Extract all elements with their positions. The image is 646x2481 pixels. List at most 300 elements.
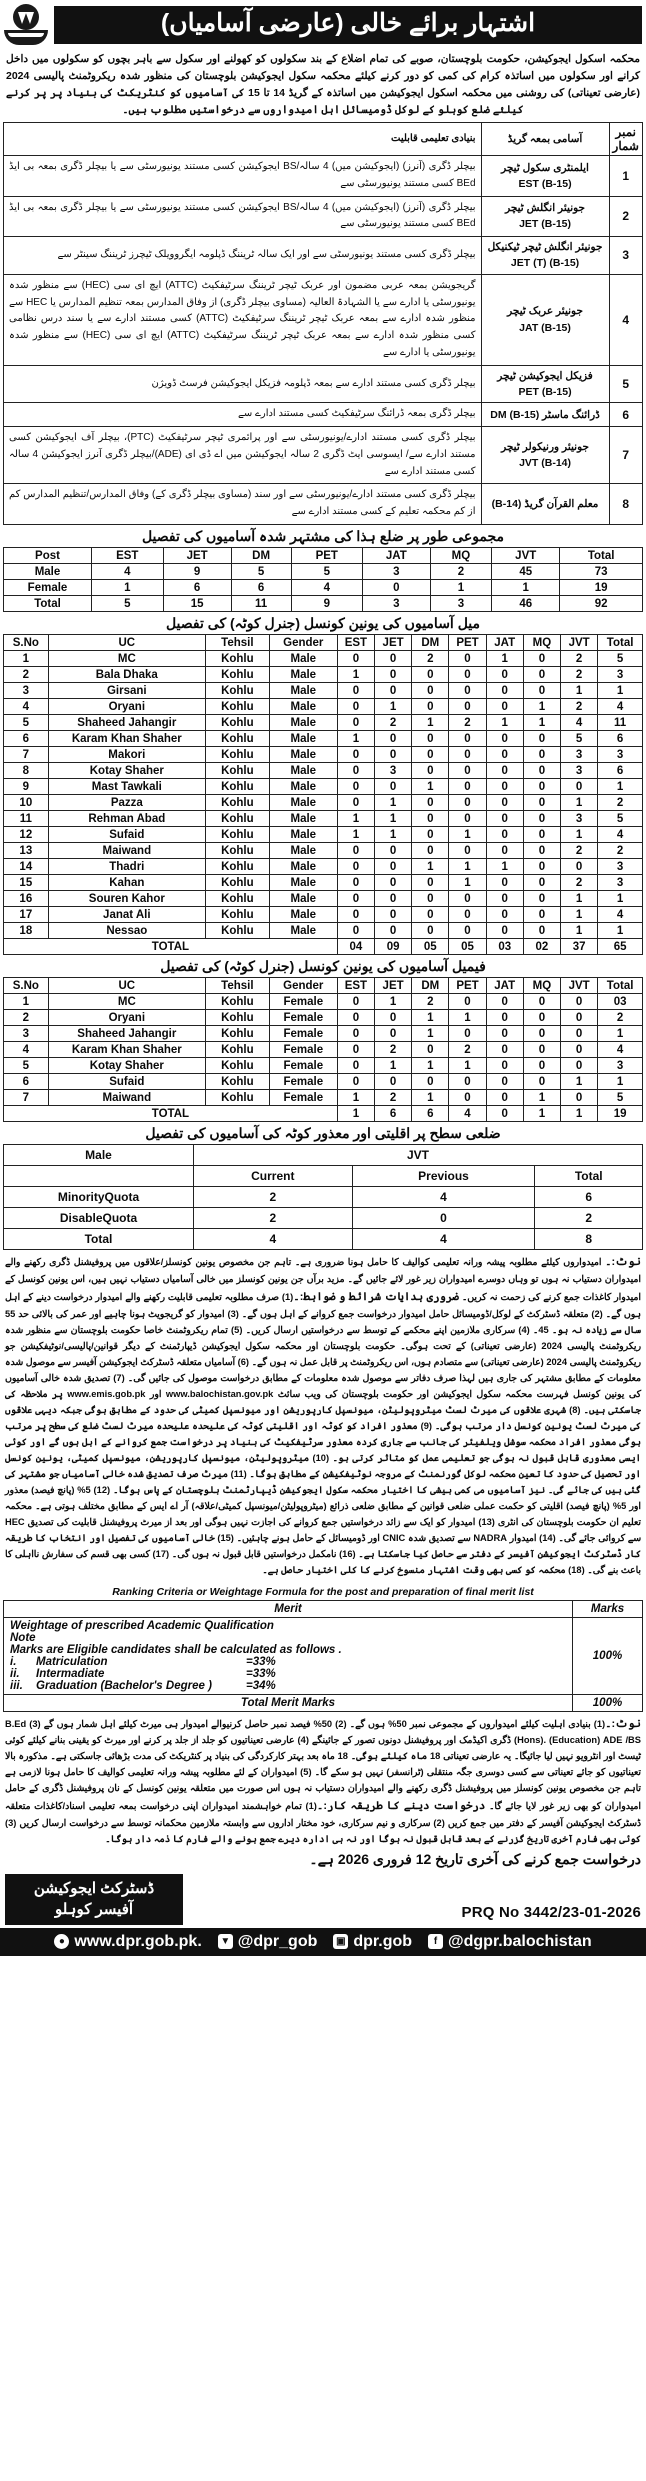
- cell-jat: 0: [486, 747, 523, 763]
- bottom-notes-section: [0, 1712, 646, 1850]
- total-jvt: 37: [561, 939, 598, 955]
- cell-mq: 0: [523, 667, 560, 683]
- col-jet: JET: [375, 978, 412, 994]
- total-dm: 6: [412, 1106, 449, 1122]
- cell-jat: 0: [486, 875, 523, 891]
- cell-pet: 0: [449, 683, 486, 699]
- total-label: TOTAL: [4, 939, 338, 955]
- cell-tehsil: Kohlu: [205, 763, 269, 779]
- cell-dm: 0: [412, 907, 449, 923]
- summary-table: [3, 547, 643, 612]
- cell-qualification: بیچلر ڈگری (آنرز) (ایجوکیشن میں) 4 سالہ/BS ایجوکیشن کسی مستند یونیورسٹی سے یا بیچلر ڈگری بمعہ بی ایڈ BEd کسی مستند یونیورسٹی سے: [4, 156, 482, 197]
- cell-sno: 1: [4, 994, 49, 1010]
- cell-sno: 5: [4, 715, 49, 731]
- cell-jvt: 1: [561, 891, 598, 907]
- cell-jet: 0: [375, 1010, 412, 1026]
- total-jvt: 1: [561, 1106, 598, 1122]
- footer-link-label: @dpr_gob: [237, 1932, 318, 1950]
- cell-tehsil: Kohlu: [205, 859, 269, 875]
- cell-total: 6: [598, 763, 643, 779]
- cell-est: 4: [92, 564, 164, 580]
- cell-est: 0: [337, 683, 374, 699]
- col-tehsil: Tehsil: [205, 978, 269, 994]
- cell-est: 0: [337, 763, 374, 779]
- cell-dm: 0: [412, 731, 449, 747]
- cell-gender: Male: [269, 923, 337, 939]
- cell-jvt: 0: [561, 1058, 598, 1074]
- footer-link-website[interactable]: [54, 1933, 201, 1951]
- cell-sno: 7: [609, 427, 642, 484]
- cell-tehsil: Kohlu: [205, 731, 269, 747]
- item-value: =33%: [246, 1655, 276, 1668]
- cell-pet: 0: [449, 667, 486, 683]
- col-previous: Previous: [352, 1166, 535, 1187]
- post-name-urdu: جونیئر ورنیکولر ٹیچر: [501, 440, 589, 453]
- cell-dm: 0: [412, 667, 449, 683]
- cell-sno: 11: [4, 811, 49, 827]
- cell-sno: 17: [4, 907, 49, 923]
- table-row: [4, 1694, 643, 1711]
- cell-tehsil: Kohlu: [205, 891, 269, 907]
- quota-gender-label: Male: [4, 1145, 194, 1166]
- table-row: [4, 731, 643, 747]
- cell-jvt: 4: [561, 715, 598, 731]
- cell-post: [481, 237, 609, 275]
- cell-uc: Sufaid: [48, 1074, 205, 1090]
- cell-est: 5: [92, 596, 164, 612]
- weightage-marks: 100%: [573, 1617, 643, 1694]
- page-title: اشتہار برائے خالی (عارضی آسامیاں): [54, 6, 642, 44]
- cell-pet: 0: [449, 1090, 486, 1106]
- cell-qualification: بیچلر ڈگری کسی مستند ادارے سے بمعہ ڈپلومہ فزیکل ایجوکیشن فرسٹ ڈویژن: [4, 365, 482, 403]
- cell-sno: 9: [4, 779, 49, 795]
- cell-pet: 1: [449, 875, 486, 891]
- col-est: EST: [92, 548, 164, 564]
- cell-tehsil: Kohlu: [205, 779, 269, 795]
- cell-jet: 1: [375, 827, 412, 843]
- cell-dm: 0: [412, 1074, 449, 1090]
- table-row: [4, 564, 643, 580]
- qualification-table-body: [4, 156, 643, 525]
- total-est: 1: [337, 1106, 374, 1122]
- cell-gender: Female: [269, 994, 337, 1010]
- cell-pet: 0: [449, 747, 486, 763]
- cell-sno: 7: [4, 747, 49, 763]
- cell-uc: Oryani: [48, 1010, 205, 1026]
- cell-mq: 2: [430, 564, 491, 580]
- cell-jat: 0: [486, 994, 523, 1010]
- cell-uc: Makori: [48, 747, 205, 763]
- cell-jat: 0: [486, 699, 523, 715]
- cell-tehsil: Kohlu: [205, 715, 269, 731]
- col-jet: JET: [163, 548, 231, 564]
- cell-gender: Male: [269, 827, 337, 843]
- post-name-urdu: جونیئر انگلش ٹیچر ٹیکنیکل: [487, 241, 603, 254]
- col-sno: S.No: [4, 635, 49, 651]
- cell-tehsil: Kohlu: [205, 923, 269, 939]
- cell-jet: 0: [375, 1026, 412, 1042]
- cell-sno: 16: [4, 891, 49, 907]
- table-row: [4, 1617, 643, 1694]
- item-number: i.: [10, 1655, 17, 1668]
- post-code: JVT (B-14): [519, 457, 572, 470]
- cell-uc: MC: [48, 994, 205, 1010]
- col-mq: MQ: [523, 635, 560, 651]
- cell-uc: Thadri: [48, 859, 205, 875]
- cell-jet: 2: [375, 715, 412, 731]
- table-header-row: [4, 635, 643, 651]
- cell-uc: Souren Kahor: [48, 891, 205, 907]
- total-grand: 19: [598, 1106, 643, 1122]
- col-pet: PET: [291, 548, 363, 564]
- total-merit-marks: 100%: [573, 1694, 643, 1711]
- conditions-label: ضروری ہدایات شرائط و ضوابط:۔: [293, 1290, 459, 1303]
- cell-pet: 1: [449, 859, 486, 875]
- footer-link-label: www.dpr.gob.pk.: [74, 1932, 202, 1950]
- cell-total: 5: [598, 811, 643, 827]
- cell-jvt: 3: [561, 763, 598, 779]
- cell-uc: Kotay Shaher: [48, 763, 205, 779]
- cell-total: 3: [598, 1058, 643, 1074]
- cell-jvt: 1: [561, 1074, 598, 1090]
- cell-jet: 0: [375, 843, 412, 859]
- cell-uc: Maiwand: [48, 1090, 205, 1106]
- cell-pet: 1: [449, 1010, 486, 1026]
- table-header-row: [4, 1145, 643, 1166]
- table-row: [4, 923, 643, 939]
- cell-jat: 0: [486, 827, 523, 843]
- cell-tehsil: Kohlu: [205, 875, 269, 891]
- cell-sno: 2: [609, 196, 642, 237]
- cell-tehsil: Kohlu: [205, 1074, 269, 1090]
- list-item: [10, 1656, 566, 1668]
- total-label: TOTAL: [4, 1106, 338, 1122]
- list-item: [10, 1668, 566, 1680]
- table-row: [4, 795, 643, 811]
- cell-tehsil: Kohlu: [205, 651, 269, 667]
- cell-est: 0: [337, 651, 374, 667]
- table-row: [4, 875, 643, 891]
- col-jvt: JVT: [492, 548, 560, 564]
- table-row: [4, 1026, 643, 1042]
- table-row: [4, 274, 643, 365]
- cell-jat: 0: [486, 763, 523, 779]
- col-jet: JET: [375, 635, 412, 651]
- row-label: MinorityQuota: [4, 1187, 194, 1208]
- cell-jet: 0: [375, 683, 412, 699]
- col-uc: UC: [48, 978, 205, 994]
- cell-mq: 0: [523, 1026, 560, 1042]
- table-header-row: [4, 1166, 643, 1187]
- cell-dm: 0: [412, 843, 449, 859]
- col-total: Total: [598, 635, 643, 651]
- cell-jet: 2: [375, 1090, 412, 1106]
- merit-table-body: [4, 1600, 643, 1711]
- cell-sno: 5: [4, 1058, 49, 1074]
- cell-tehsil: Kohlu: [205, 827, 269, 843]
- signature-line-1: ڈسٹرکٹ ایجوکیشن: [33, 1880, 155, 1898]
- total-pet: 4: [449, 1106, 486, 1122]
- cell-dm: 1: [412, 1026, 449, 1042]
- col-qualification: بنیادی تعلیمی قابلیت: [4, 123, 482, 156]
- post-name-urdu: ڈرائنگ ماسٹر: [542, 408, 600, 421]
- cell-tehsil: Kohlu: [205, 994, 269, 1010]
- cell-jet: 0: [375, 859, 412, 875]
- item-number: iii.: [10, 1679, 23, 1692]
- twitter-icon: ▼: [218, 1934, 233, 1949]
- cell-est: 0: [337, 1042, 374, 1058]
- cell-gender: Female: [269, 1058, 337, 1074]
- cell-mq: 0: [523, 1042, 560, 1058]
- cell-current: 4: [194, 1229, 353, 1250]
- cell-total: 03: [598, 994, 643, 1010]
- cell-mq: 0: [523, 859, 560, 875]
- cell-current: 2: [194, 1208, 353, 1229]
- cell-est: 1: [337, 1090, 374, 1106]
- cell-pet: 9: [291, 596, 363, 612]
- cell-jvt: 0: [561, 1026, 598, 1042]
- cell-sno: 4: [609, 274, 642, 365]
- cell-pet: 0: [449, 994, 486, 1010]
- item-name: Matriculation: [36, 1655, 108, 1668]
- cell-est: 0: [337, 699, 374, 715]
- total-est: 04: [337, 939, 374, 955]
- col-jat: JAT: [486, 978, 523, 994]
- cell-pet: 2: [449, 715, 486, 731]
- cell-total: 6: [598, 731, 643, 747]
- quota-table-body: [4, 1145, 643, 1250]
- merit-note-text: Marks are Eligible candidates shall be calculated as follows .: [10, 1643, 342, 1656]
- cell-est: 1: [337, 731, 374, 747]
- cell-mq: 0: [523, 907, 560, 923]
- cell-jvt: 1: [561, 795, 598, 811]
- cell-tehsil: Kohlu: [205, 907, 269, 923]
- table-row: [4, 237, 643, 275]
- cell-jvt: 0: [561, 859, 598, 875]
- cell-mq: 1: [430, 580, 491, 596]
- weightage-label: Weightage of prescribed Academic Qualification: [10, 1619, 274, 1632]
- cell-est: 0: [337, 1026, 374, 1042]
- table-row: [4, 715, 643, 731]
- cell-sno: 6: [609, 403, 642, 427]
- cell-uc: Kotay Shaher: [48, 1058, 205, 1074]
- cell-pet: 0: [449, 763, 486, 779]
- cell-sno: 4: [4, 1042, 49, 1058]
- footer-link-instagram[interactable]: [333, 1933, 412, 1951]
- post-name-urdu: فزیکل ایجوکیشن ٹیچر: [497, 369, 593, 382]
- cell-pet: 0: [449, 1074, 486, 1090]
- balochistan-government-emblem-icon: [4, 3, 48, 47]
- cell-total: 4: [598, 827, 643, 843]
- cell-jat: 0: [486, 1058, 523, 1074]
- quota-post-label: JVT: [194, 1145, 643, 1166]
- cell-jet: 0: [375, 747, 412, 763]
- cell-est: 1: [337, 667, 374, 683]
- cell-dm: 2: [412, 651, 449, 667]
- note-label: نوٹ:۔: [605, 1256, 641, 1269]
- cell-jat: 0: [363, 580, 431, 596]
- cell-gender: Male: [269, 731, 337, 747]
- cell-gender: Male: [269, 875, 337, 891]
- table-row: [4, 1042, 643, 1058]
- cell-mq: 1: [523, 699, 560, 715]
- table-row: [4, 811, 643, 827]
- footer-link-label: dpr.gob: [353, 1932, 413, 1950]
- cell-uc: Janat Ali: [48, 907, 205, 923]
- cell-gender: Male: [269, 843, 337, 859]
- cell-jet: 1: [375, 1058, 412, 1074]
- cell-total: 3: [598, 747, 643, 763]
- footer-link-twitter[interactable]: [218, 1933, 318, 1951]
- cell-dm: 1: [412, 1090, 449, 1106]
- cell-est: 0: [337, 907, 374, 923]
- cell-post: [481, 484, 609, 525]
- quota-table: [3, 1144, 643, 1250]
- col-merit: Merit: [4, 1600, 573, 1617]
- cell-sno: 2: [4, 667, 49, 683]
- cell-jat: 0: [486, 1090, 523, 1106]
- cell-mq: 0: [523, 683, 560, 699]
- cell-jvt: 0: [561, 1042, 598, 1058]
- merit-breakdown-list: [10, 1656, 566, 1692]
- cell-dm: 1: [412, 715, 449, 731]
- cell-gender: Male: [269, 651, 337, 667]
- cell-mq: 0: [523, 923, 560, 939]
- cell-jvt: 2: [561, 667, 598, 683]
- facebook-icon: f: [428, 1934, 443, 1949]
- table-total-row: [4, 939, 643, 955]
- cell-pet: 0: [449, 923, 486, 939]
- table-header-row: [4, 1600, 643, 1617]
- cell-mq: 0: [523, 731, 560, 747]
- cell-sno: 13: [4, 843, 49, 859]
- cell-post: [481, 365, 609, 403]
- item-name: Graduation (Bachelor's Degree ): [36, 1679, 212, 1692]
- cell-mq: 0: [523, 811, 560, 827]
- table-row: [4, 427, 643, 484]
- cell-mq: 0: [523, 651, 560, 667]
- cell-uc: Shaheed Jahangir: [48, 715, 205, 731]
- cell-dm: 0: [412, 683, 449, 699]
- table-row: [4, 196, 643, 237]
- cell-jvt: 0: [561, 1010, 598, 1026]
- cell-gender: Female: [269, 1010, 337, 1026]
- cell-pet: 0: [449, 891, 486, 907]
- table-row: [4, 1090, 643, 1106]
- cell-jat: 0: [486, 1042, 523, 1058]
- cell-sno: 18: [4, 923, 49, 939]
- cell-pet: 5: [291, 564, 363, 580]
- cell-jet: 3: [375, 763, 412, 779]
- cell-total: 2: [598, 843, 643, 859]
- cell-est: 0: [337, 859, 374, 875]
- cell-jat: 0: [486, 667, 523, 683]
- female-uc-table-body: [4, 994, 643, 1122]
- cell-dm: 11: [231, 596, 291, 612]
- col-total: Total: [535, 1166, 643, 1187]
- table-header-row: [4, 978, 643, 994]
- cell-est: 0: [337, 779, 374, 795]
- total-jet: 6: [375, 1106, 412, 1122]
- cell-gender: Male: [269, 779, 337, 795]
- summary-heading: مجموعی طور پر ضلع ہذا کی مشتہر شدہ آسامیوں کی تفصیل: [141, 528, 505, 545]
- cell-sno: 8: [4, 763, 49, 779]
- cell-gender: Male: [269, 667, 337, 683]
- cell-previous: 4: [352, 1229, 535, 1250]
- cell-est: 0: [337, 1058, 374, 1074]
- merit-caption: Ranking Criteria or Weightage Formula for the post and preparation of final merit list: [112, 1585, 534, 1598]
- female-table-heading: فیمیل آسامیوں کی یونین کونسل (جنرل کوٹہ) کی تفصیل: [160, 958, 486, 975]
- cell-dm: 1: [412, 859, 449, 875]
- cell-jet: 1: [375, 811, 412, 827]
- cell-sno: 3: [609, 237, 642, 275]
- cell-pet: 0: [449, 843, 486, 859]
- cell-total: 4: [598, 907, 643, 923]
- quota-heading: ضلعی سطح پر اقلیتی اور معذور کوٹہ کی آسامیوں کی تفصیل: [145, 1125, 501, 1142]
- cell-jet: 2: [375, 1042, 412, 1058]
- cell-gender: Male: [269, 907, 337, 923]
- cell-tehsil: Kohlu: [205, 667, 269, 683]
- cell-total: 92: [560, 596, 643, 612]
- table-row: [4, 484, 643, 525]
- table-row: [4, 779, 643, 795]
- cell-gender: Male: [269, 811, 337, 827]
- cell-post: [481, 403, 609, 427]
- total-jat: 03: [486, 939, 523, 955]
- cell-jvt: 1: [561, 907, 598, 923]
- cell-previous: 0: [352, 1208, 535, 1229]
- cell-mq: 0: [523, 1058, 560, 1074]
- cell-jvt: 45: [492, 564, 560, 580]
- cell-jat: 1: [486, 859, 523, 875]
- cell-dm: 5: [231, 564, 291, 580]
- cell-total: 2: [598, 1010, 643, 1026]
- col-sno: S.No: [4, 978, 49, 994]
- col-total: Total: [560, 548, 643, 564]
- cell-tehsil: Kohlu: [205, 1042, 269, 1058]
- cell-sno: 6: [4, 731, 49, 747]
- cell-est: 0: [337, 795, 374, 811]
- cell-total: 5: [598, 651, 643, 667]
- cell-dm: 0: [412, 763, 449, 779]
- cell-pet: 0: [449, 795, 486, 811]
- summary-table-body: [4, 564, 643, 612]
- cell-post: [481, 156, 609, 197]
- cell-jat: 3: [363, 596, 431, 612]
- cell-mq: 0: [523, 843, 560, 859]
- post-name-urdu: جونیئر انگلش ٹیچر: [505, 202, 586, 215]
- cell-jat: 0: [486, 811, 523, 827]
- cell-dm: 6: [231, 580, 291, 596]
- cell-pet: 0: [449, 731, 486, 747]
- col-uc: UC: [48, 635, 205, 651]
- table-row: [4, 651, 643, 667]
- item-name: Intermadiate: [36, 1667, 105, 1680]
- footer-social-band: [0, 1928, 646, 1956]
- table-row: [4, 596, 643, 612]
- cell-gender: Male: [269, 763, 337, 779]
- footer-link-facebook[interactable]: [428, 1933, 592, 1951]
- cell-jet: 0: [375, 907, 412, 923]
- cell-dm: 0: [412, 875, 449, 891]
- post-code: DM (B-15): [490, 408, 540, 421]
- cell-jat: 1: [486, 651, 523, 667]
- note-text: امیدواروں کیلئے مطلوبہ پیشہ ورانہ تعلیمی کوالیف کا حامل ہونا ضروری ہے۔ تاہم جن مخصوص یونین کونسلز/علاقوں میں پروفیشنل ڈگری رکھنے والے امیدواران دستیاب نہ ہوں تو وہاں دوسرے امیدواران زیر غور لائے جائیں گے۔ مزید برآں جن یونین کونسلز میں خالی آسامیاں دستیاب نہیں ہیں، اس یونین کونسل کے امیدوار کاغذات جمع کرنے کی زحمت نہ کریں۔: [5, 1257, 641, 1302]
- issuing-authority-signature: [5, 1874, 183, 1925]
- col-mq: MQ: [430, 548, 491, 564]
- cell-est: 1: [337, 811, 374, 827]
- total-dm: 05: [412, 939, 449, 955]
